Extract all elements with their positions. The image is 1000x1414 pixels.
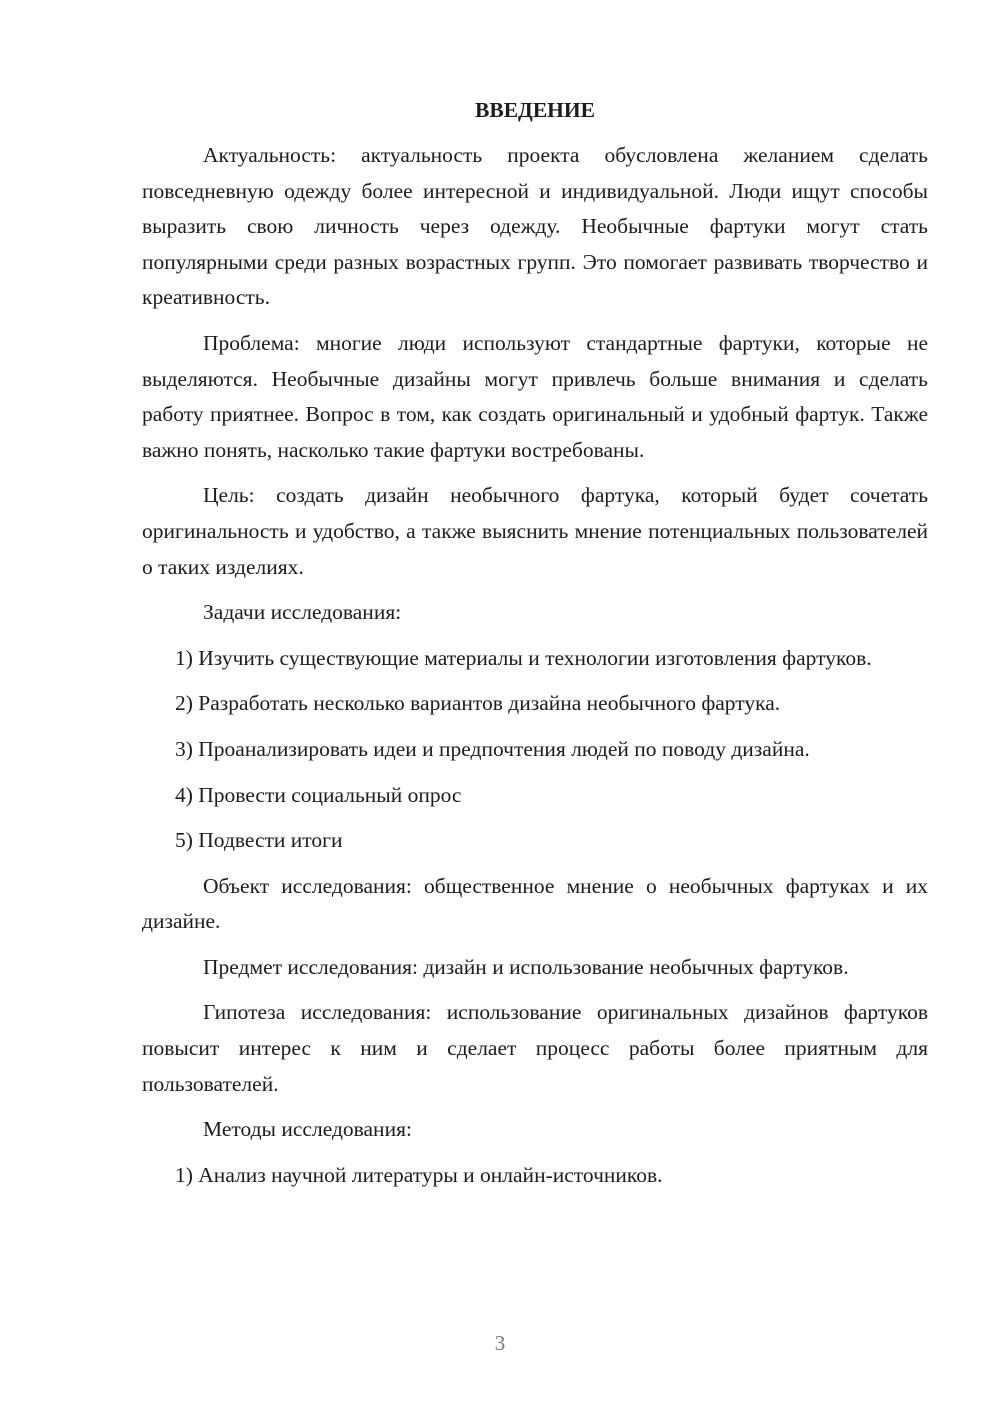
paragraph-subject: Предмет исследования: дизайн и использование необычных фартуков.: [203, 954, 849, 979]
task-item-3: 3) Проанализировать идеи и предпочтения людей по поводу дизайна.: [175, 736, 810, 761]
method-item-1: 1) Анализ научной литературы и онлайн-источников.: [175, 1162, 663, 1187]
paragraph-relevance: Актуальность: актуальность проекта обусловлена желанием сделать повседневную одежду более интересной и индивидуальной. Люди ищут способы выразить свою личность через одежду. Необычные фартуки могут стать популярными среди разных возрастных групп. Это помогает развивать творчество и креативность.: [142, 143, 928, 310]
task-item-4: 4) Провести социальный опрос: [175, 782, 462, 807]
document-page: [142, 96, 928, 1203]
methods-heading: Методы исследования:: [203, 1117, 412, 1142]
page-number: 3: [494, 1331, 506, 1355]
paragraph-object: Объект исследования: общественное мнение о необычных фартуках и их дизайне.: [142, 873, 928, 934]
page-title: ВВЕДЕНИЕ: [475, 98, 595, 122]
paragraph-goal: Цель: создать дизайн необычного фартука, который будет сочетать оригинальность и удобство, а также выяснить мнение потенциальных пользователей о таких изделиях.: [142, 483, 928, 579]
paragraph-problem: Проблема: многие люди используют стандартные фартуки, которые не выделяются. Необычные дизайны могут привлечь больше внимания и сделать работу приятнее. Вопрос в том, как создать оригинальный и удобный фартук. Также важно понять, насколько такие фартуки востребованы.: [142, 330, 928, 462]
task-item-5: 5) Подвести итоги: [175, 828, 343, 853]
task-item-2: 2) Разработать несколько вариантов дизайна необычного фартука.: [175, 691, 781, 716]
paragraph-hypothesis: Гипотеза исследования: использование оригинальных дизайнов фартуков повысит интерес к ним и сделает процесс работы более приятным для пользователей.: [142, 1000, 928, 1096]
tasks-heading: Задачи исследования:: [203, 600, 402, 625]
task-item-1: 1) Изучить существующие материалы и технологии изготовления фартуков.: [175, 645, 872, 670]
